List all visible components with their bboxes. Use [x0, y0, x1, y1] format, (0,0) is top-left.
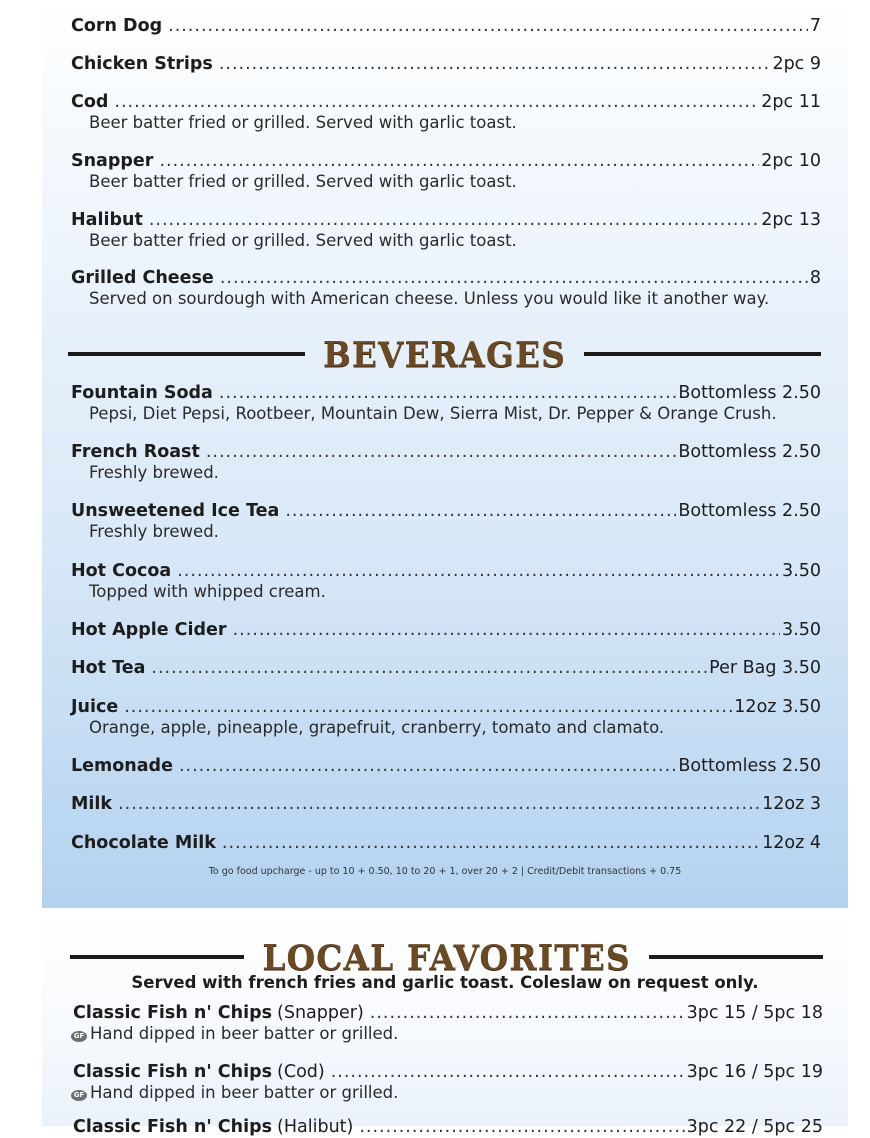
beverage-french-roast	[71, 441, 821, 483]
item-name: Corn Dog	[71, 16, 163, 36]
beverage-chocolate-milk	[71, 832, 821, 854]
local-favorite-snapper	[73, 1002, 823, 1044]
menu-item-halibut	[71, 209, 821, 251]
leader-dots	[219, 382, 677, 404]
section-title: LOCAL FAVORITES	[262, 936, 631, 978]
beverages-heading	[68, 332, 821, 376]
item-description: Pepsi, Diet Pepsi, Rootbeer, Mountain Dew, Sierra Mist, Dr. Pepper & Orange Crush.	[89, 404, 777, 423]
item-name: Snapper	[71, 151, 154, 171]
item-price: Bottomless 2.50	[678, 756, 821, 776]
leader-dots	[222, 832, 760, 854]
item-price: 3pc 22 / 5pc 25	[686, 1117, 823, 1137]
beverage-milk	[71, 793, 821, 815]
item-price: 2pc 13	[761, 210, 821, 230]
beverage-fountain-soda	[71, 382, 821, 424]
item-price: 2pc 9	[772, 54, 821, 74]
item-name: Classic Fish n' Chips (Snapper)	[73, 1003, 364, 1023]
beverage-lemonade	[71, 755, 821, 777]
beverage-hot-apple-cider	[71, 619, 821, 641]
leader-dots	[219, 53, 771, 75]
item-price: 3pc 16 / 5pc 19	[686, 1062, 823, 1082]
item-description: GF Hand dipped in beer batter or grilled.	[71, 1083, 823, 1103]
leader-dots	[285, 500, 676, 522]
item-description: Freshly brewed.	[89, 463, 219, 482]
item-name: French Roast	[71, 442, 200, 462]
item-name: Classic Fish n' Chips (Halibut)	[73, 1117, 354, 1137]
leader-dots	[159, 150, 759, 172]
item-name: Halibut	[71, 210, 143, 230]
item-name: Chocolate Milk	[71, 833, 216, 853]
leader-dots	[124, 696, 732, 718]
item-description: Orange, apple, pineapple, grapefruit, cranberry, tomato and clamato.	[89, 718, 665, 737]
heading-rule-left	[70, 955, 244, 959]
item-description: Freshly brewed.	[89, 522, 219, 541]
beverage-juice	[71, 696, 821, 738]
leader-dots	[151, 657, 707, 679]
item-variant: (Cod)	[277, 1062, 325, 1082]
leader-dots	[220, 267, 808, 289]
beverage-hot-cocoa	[71, 560, 821, 602]
beverage-unsweetened-ice-tea	[71, 500, 821, 542]
item-name: Hot Tea	[71, 658, 146, 678]
leader-dots	[359, 1116, 684, 1138]
item-price: Bottomless 2.50	[678, 501, 821, 521]
item-name: Cod	[71, 92, 109, 112]
item-description: Topped with whipped cream.	[89, 582, 326, 601]
item-name: Hot Apple Cider	[71, 620, 227, 640]
item-variant: (Snapper)	[277, 1003, 364, 1023]
item-price: 3.50	[782, 620, 821, 640]
section-subtitle: Served with french fries and garlic toast. Coleslaw on request only.	[131, 973, 759, 992]
leader-dots	[179, 755, 676, 777]
beverage-hot-tea	[71, 657, 821, 679]
section-title: BEVERAGES	[323, 333, 566, 375]
item-price: 12oz 4	[762, 833, 821, 853]
leader-dots	[118, 793, 760, 815]
item-price: Bottomless 2.50	[678, 442, 821, 462]
item-price: 3pc 15 / 5pc 18	[686, 1003, 823, 1023]
upcharge-footnote: To go food upcharge - up to 10 + 0.50, 10 to 20 + 1, over 20 + 2 | Credit/Debit transactions + 0.75	[208, 866, 682, 877]
item-price: 8	[809, 268, 821, 288]
leader-dots	[114, 91, 759, 113]
leader-dots	[206, 441, 677, 463]
item-price: Bottomless 2.50	[678, 383, 821, 403]
item-name: Juice	[71, 697, 119, 717]
menu-item-snapper	[71, 150, 821, 192]
item-name: Milk	[71, 794, 113, 814]
item-price: 2pc 10	[761, 151, 821, 171]
item-description: Beer batter fried or grilled. Served with garlic toast.	[89, 113, 517, 132]
item-name: Classic Fish n' Chips (Cod)	[73, 1062, 325, 1082]
item-name: Grilled Cheese	[71, 268, 214, 288]
item-variant: (Halibut)	[277, 1117, 354, 1137]
item-name: Hot Cocoa	[71, 561, 172, 581]
item-name: Fountain Soda	[71, 383, 213, 403]
leader-dots	[370, 1002, 685, 1024]
item-price: 2pc 11	[761, 92, 821, 112]
menu-item-grilled-cheese	[71, 267, 821, 309]
item-price: 7	[809, 16, 821, 36]
heading-rule-left	[68, 352, 305, 356]
leader-dots	[168, 15, 808, 37]
item-price: 3.50	[782, 561, 821, 581]
leader-dots	[331, 1061, 685, 1083]
item-price: 12oz 3	[762, 794, 821, 814]
leader-dots	[233, 619, 780, 641]
item-description: Beer batter fried or grilled. Served with garlic toast.	[89, 172, 517, 191]
item-description: Served on sourdough with American cheese. Unless you would like it another way.	[89, 289, 770, 308]
item-description: GF Hand dipped in beer batter or grilled.	[71, 1024, 823, 1044]
local-favorite-cod	[73, 1061, 823, 1103]
gluten-free-icon: GF	[71, 1031, 87, 1042]
menu-item-chicken-strips	[71, 53, 821, 75]
item-name: Unsweetened Ice Tea	[71, 501, 280, 521]
leader-dots	[149, 209, 759, 231]
heading-rule-right	[584, 352, 821, 356]
heading-rule-right	[649, 955, 823, 959]
menu-item-corn-dog	[71, 15, 821, 37]
item-price: Per Bag 3.50	[709, 658, 821, 678]
item-name: Chicken Strips	[71, 54, 213, 74]
item-price: 12oz 3.50	[734, 697, 821, 717]
gluten-free-icon: GF	[71, 1090, 87, 1101]
item-name: Lemonade	[71, 756, 173, 776]
item-description: Beer batter fried or grilled. Served with garlic toast.	[89, 231, 517, 250]
local-favorite-halibut	[73, 1116, 823, 1138]
menu-item-cod	[71, 91, 821, 133]
leader-dots	[177, 560, 780, 582]
